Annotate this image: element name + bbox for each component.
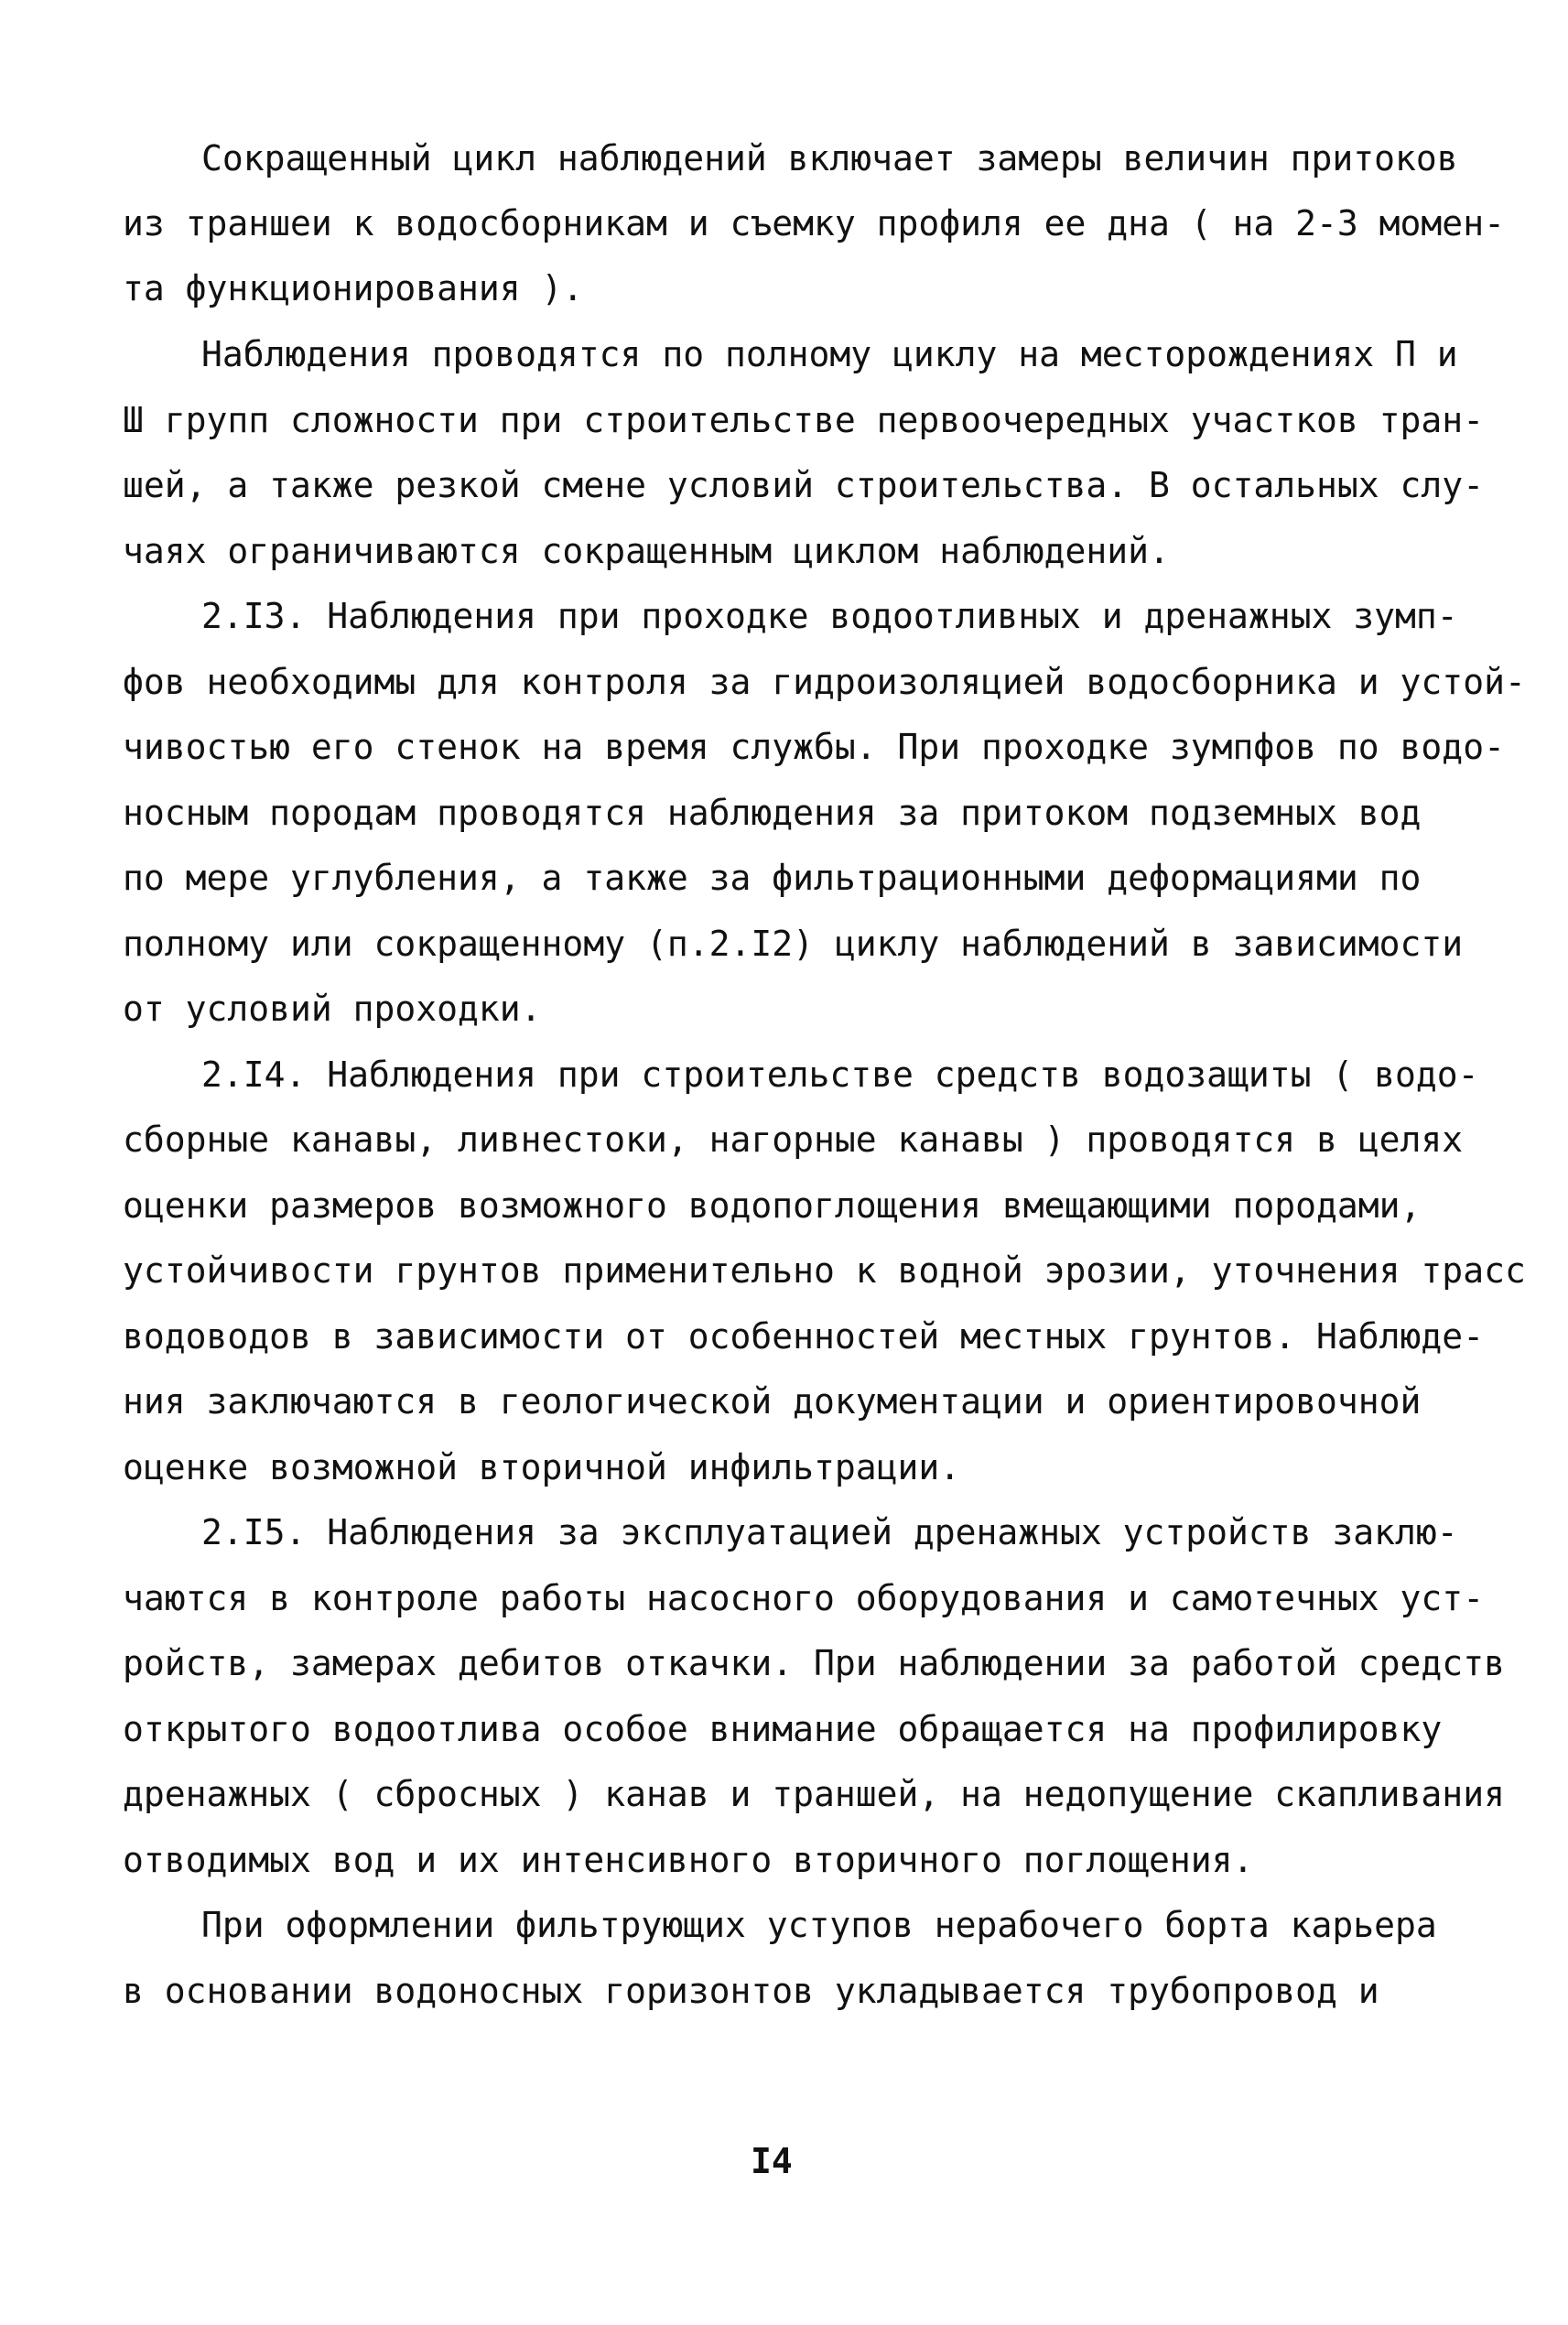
text-line: полному или сокращенному (п.2.I2) циклу наблюдений в зависимости xyxy=(123,924,1464,964)
text-line: 2.I3. Наблюдения при проходке водоотливных и дренажных зумп- xyxy=(201,596,1458,636)
text-line: отводимых вод и их интенсивного вторичного поглощения. xyxy=(123,1840,1254,1880)
text-line: носным породам проводятся наблюдения за притоком подземных вод xyxy=(123,793,1422,833)
text-line: по мере углубления, а также за фильтрационными деформациями по xyxy=(123,858,1422,898)
text-line: 2.I5. Наблюдения за эксплуатацией дренажных устройств заклю- xyxy=(201,1512,1458,1552)
text-line: Ш групп сложности при строительстве первоочередных участков тран- xyxy=(123,400,1485,440)
text-line: чаях ограничиваются сокращенным циклом наблюдений. xyxy=(123,531,1170,571)
text-line: шей, а также резкой смене условий строительства. В остальных слу- xyxy=(123,465,1485,505)
text-line: та функционирования ). xyxy=(123,268,584,308)
text-line: Сокращенный цикл наблюдений включает замеры величин притоков xyxy=(201,138,1458,178)
text-line: оценки размеров возможного водопоглощения вмещающими породами, xyxy=(123,1185,1422,1226)
text-line: в основании водоносных горизонтов укладывается трубопровод и xyxy=(123,1971,1379,2011)
text-line: Наблюдения проводятся по полному циклу на месторождениях П и xyxy=(201,334,1458,374)
text-line: При оформлении фильтрующих уступов нерабочего борта карьера xyxy=(201,1905,1437,1945)
text-line: дренажных ( сбросных ) канав и траншей, на недопущение скапливания xyxy=(123,1774,1505,1814)
text-line: из траншеи к водосборникам и съемку профиля ее дна ( на 2-3 момен- xyxy=(123,203,1505,243)
text-line: открытого водоотлива особое внимание обращается на профилировку xyxy=(123,1709,1443,1749)
text-line: 2.I4. Наблюдения при строительстве средств водозащиты ( водо- xyxy=(201,1054,1479,1095)
page-number: I4 xyxy=(751,2141,793,2181)
text-line: сборные канавы, ливнестоки, нагорные канавы ) проводятся в целях xyxy=(123,1119,1464,1160)
text-line: от условий проходки. xyxy=(123,989,542,1029)
text-line: оценке возможной вторичной инфильтрации. xyxy=(123,1447,961,1487)
text-line: фов необходимы для контроля за гидроизоляцией водосборника и устой- xyxy=(123,662,1526,702)
text-line: устойчивости грунтов применительно к водной эрозии, уточнения трасс xyxy=(123,1250,1526,1291)
text-line: чаются в контроле работы насосного оборудования и самотечных уст- xyxy=(123,1578,1485,1618)
text-line: водоводов в зависимости от особенностей местных грунтов. Наблюде- xyxy=(123,1316,1485,1357)
text-line: чивостью его стенок на время службы. При проходке зумпфов по водо- xyxy=(123,727,1505,767)
text-line: ройств, замерах дебитов откачки. При наблюдении за работой средств xyxy=(123,1643,1505,1683)
text-line: ния заключаются в геологической документации и ориентировочной xyxy=(123,1381,1422,1422)
